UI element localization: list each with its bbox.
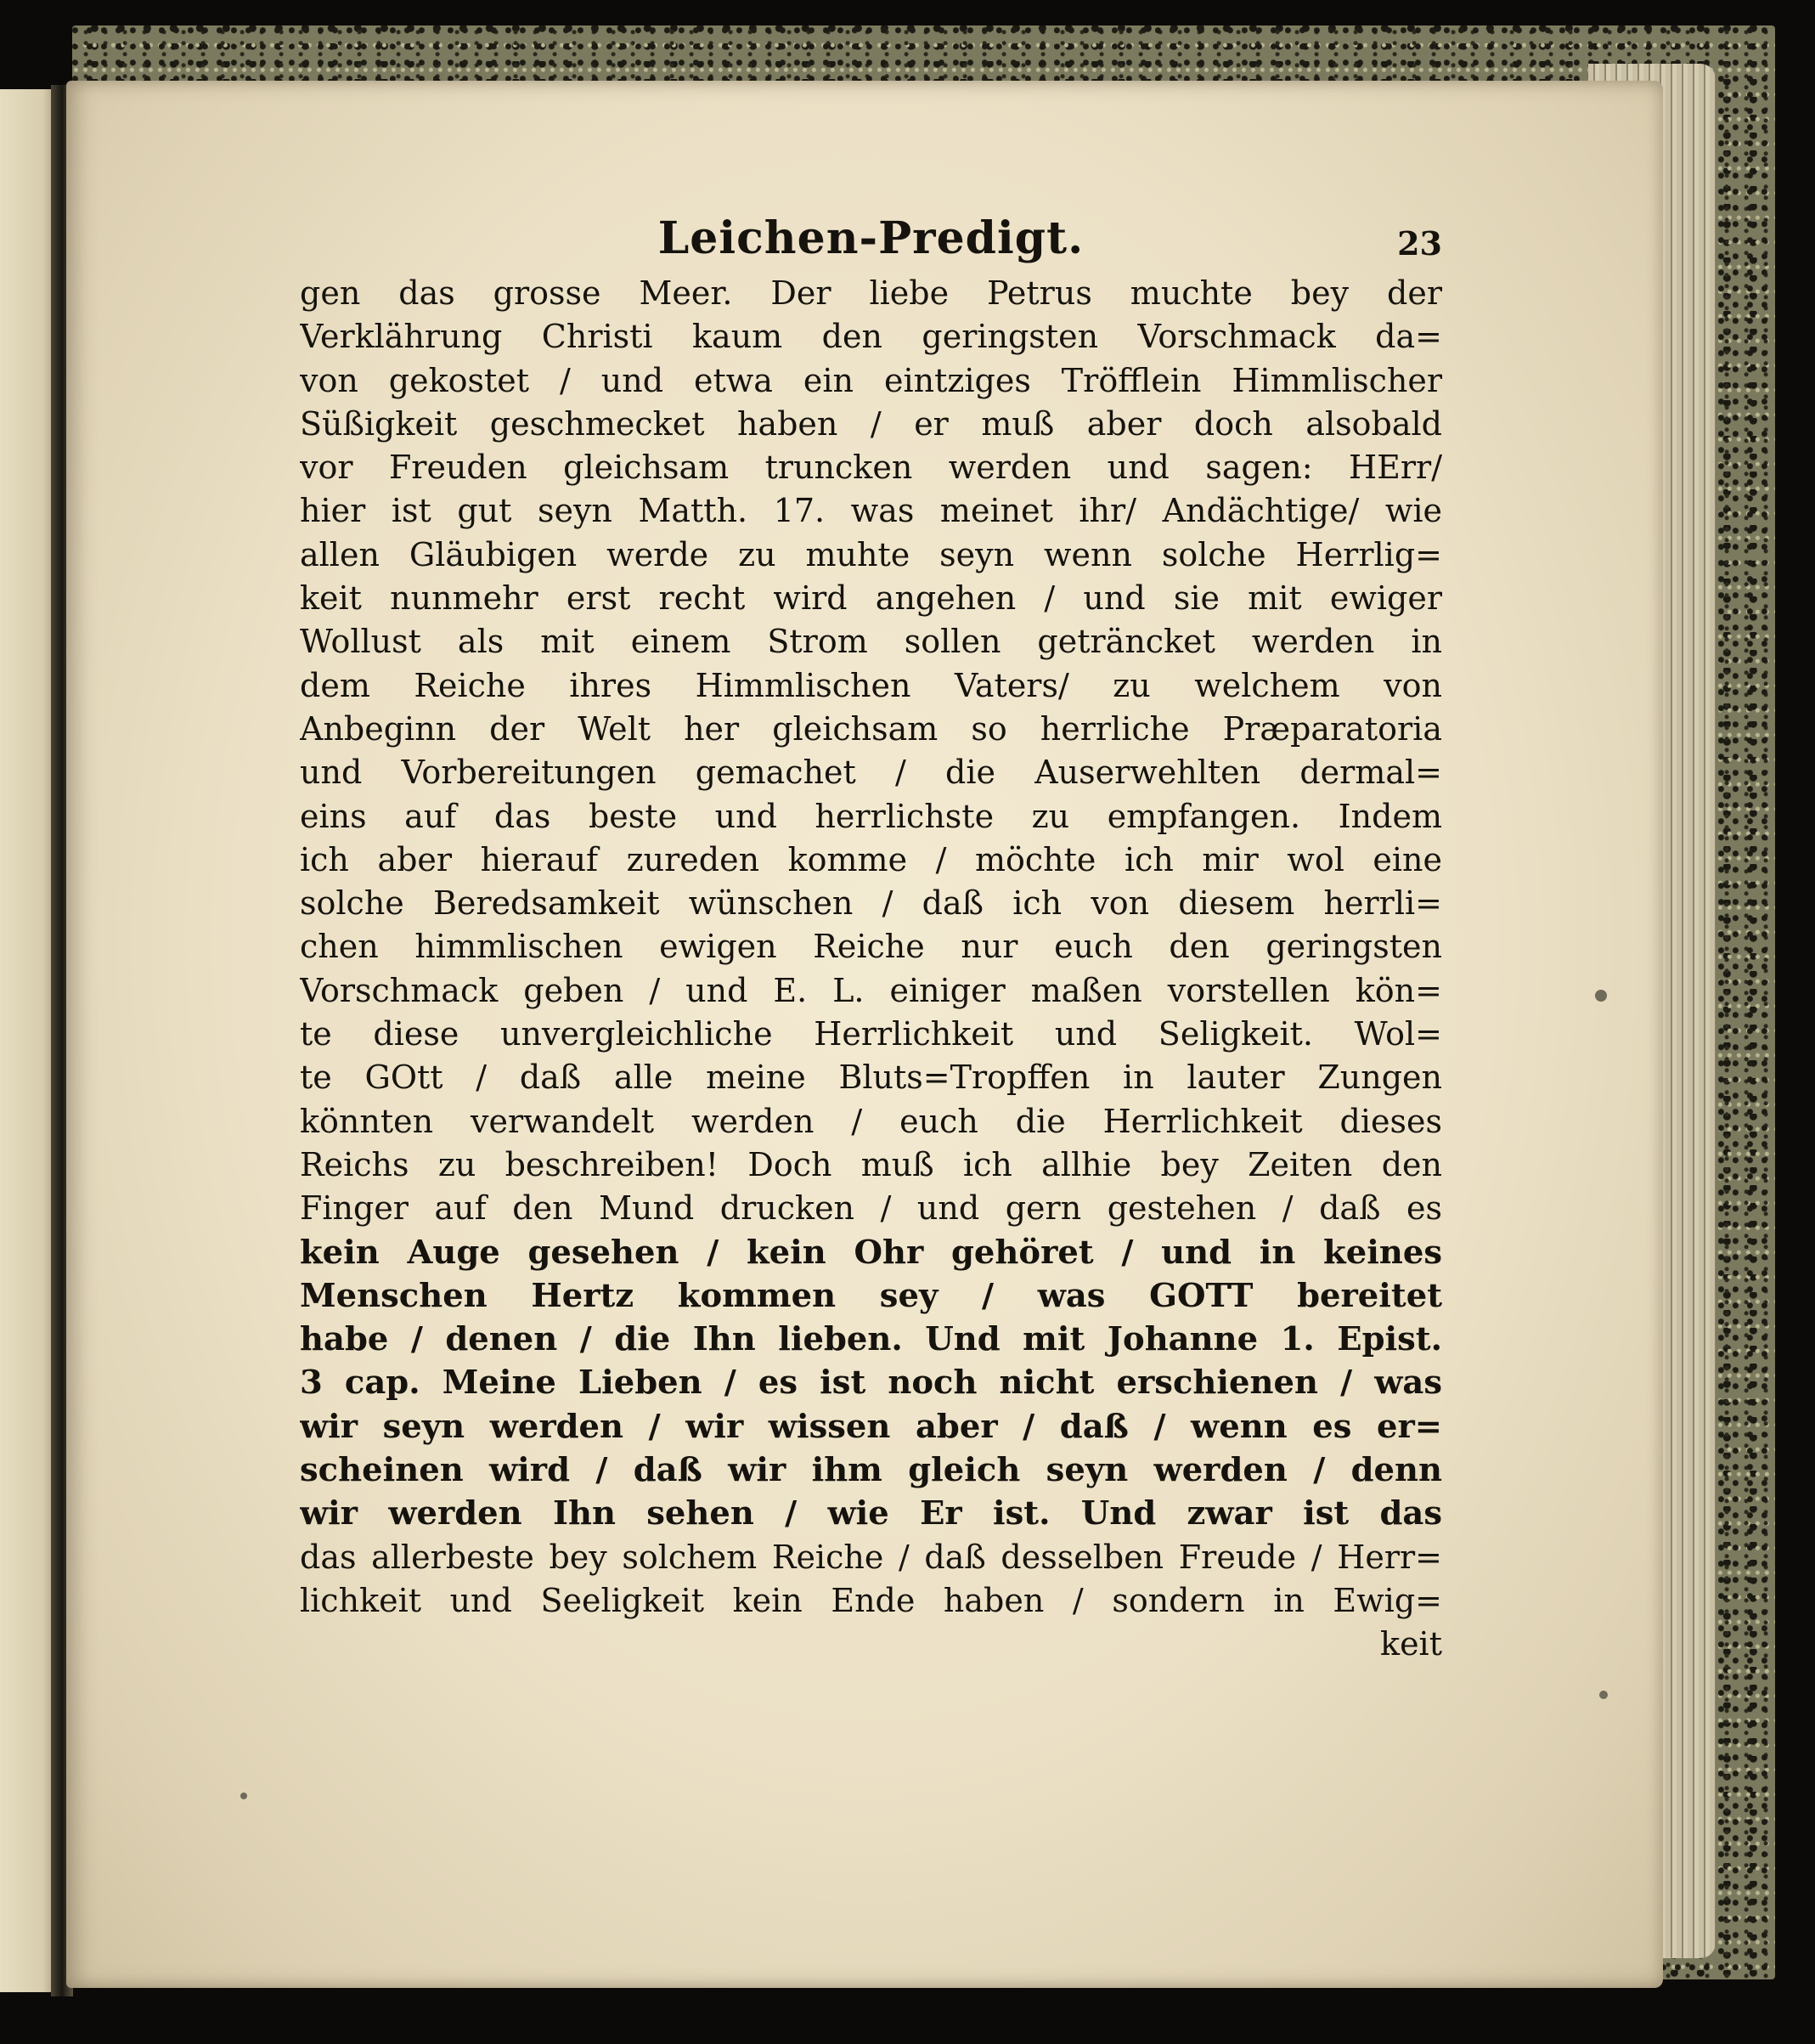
- text-line: vor Freuden gleichsam truncken werden und sagen: HErr/: [300, 449, 1442, 487]
- text-line: chen himmlischen ewigen Reiche nur euch den geringsten: [300, 928, 1442, 966]
- ink-spot: [1595, 990, 1607, 1002]
- text-line: Süßigkeit geschmecket haben / er muß aber doch alsobald: [300, 404, 1442, 443]
- text-line: kein Auge gesehen / kein Ohr gehöret / und in keines: [300, 1233, 1442, 1272]
- text-line: scheinen wird / daß wir ihm gleich seyn werden / denn: [300, 1451, 1442, 1490]
- text-line: gen das grosse Meer. Der liebe Petrus muchte bey der: [300, 274, 1442, 312]
- text-line: wir werden Ihn sehen / wie Er ist. Und zwar ist das: [300, 1494, 1442, 1533]
- ink-spot: [1599, 1691, 1608, 1699]
- text-line: Anbeginn der Welt her gleichsam so herrliche Præparatoria: [300, 709, 1442, 748]
- text-line: lichkeit und Seeligkeit kein Ende haben / sondern in Ewig=: [300, 1581, 1442, 1619]
- text-line: hier ist gut seyn Matth. 17. was meinet ihr/ Andächtige/ wie: [300, 492, 1442, 530]
- text-line: ich aber hierauf zureden komme / möchte ich mir wol eine: [300, 840, 1442, 878]
- text-line: von gekostet / und etwa ein eintziges Tröfflein Himmlischer: [300, 361, 1442, 399]
- text-line: Wollust als mit einem Strom sollen geträncket werden in: [300, 623, 1442, 661]
- text-line: 3 cap. Meine Lieben / es ist noch nicht erschienen / was: [300, 1364, 1442, 1403]
- text-line: könnten verwandelt werden / euch die Herrlichkeit dieses: [300, 1102, 1442, 1140]
- text-line: solche Beredsamkeit wünschen / daß ich von diesem herrli=: [300, 884, 1442, 923]
- running-header: [300, 212, 1442, 272]
- text-line: Finger auf den Mund drucken / und gern gestehen / daß es: [300, 1189, 1442, 1228]
- ink-spot: [240, 1793, 247, 1799]
- text-block: [300, 212, 1442, 1667]
- text-line: eins auf das beste und herrlichste zu empfangen. Indem: [300, 797, 1442, 835]
- text-line: Verklährung Christi kaum den geringsten Vorschmack da=: [300, 318, 1442, 356]
- text-line: wir seyn werden / wir wissen aber / daß / wenn es er=: [300, 1407, 1442, 1446]
- text-line: keit: [1380, 1625, 1442, 1663]
- text-line: Reichs zu beschreiben! Doch muß ich allhie bey Zeiten den: [300, 1145, 1442, 1183]
- text-line: te GOtt / daß alle meine Bluts=Tropffen in lauter Zungen: [300, 1059, 1442, 1097]
- text-line: Vorschmack geben / und E. L. einiger maßen vorstellen kön=: [300, 971, 1442, 1009]
- text-line: Menschen Hertz kommen sey / was GOTT bereitet: [300, 1276, 1442, 1315]
- text-line: keit nunmehr erst recht wird angehen / und sie mit ewiger: [300, 579, 1442, 618]
- text-line: allen Gläubigen werde zu muhte seyn wenn solche Herrlig=: [300, 535, 1442, 573]
- body-text: [300, 272, 1442, 1667]
- page-number: 23: [1397, 224, 1442, 263]
- text-line: dem Reiche ihres Himmlischen Vaters/ zu welchem von: [300, 666, 1442, 704]
- text-line: das allerbeste bey solchem Reiche / daß desselben Freude / Herr=: [300, 1538, 1442, 1576]
- text-line: te diese unvergleichliche Herrlichkeit und Seligkeit. Wol=: [300, 1015, 1442, 1053]
- text-line: habe / denen / die Ihn lieben. Und mit Johanne 1. Epist.: [300, 1320, 1442, 1359]
- book-page: [66, 81, 1663, 1988]
- running-title: Leichen-Predigt.: [657, 212, 1085, 264]
- text-line: und Vorbereitungen gemachet / die Auserwehlten dermal=: [300, 754, 1442, 792]
